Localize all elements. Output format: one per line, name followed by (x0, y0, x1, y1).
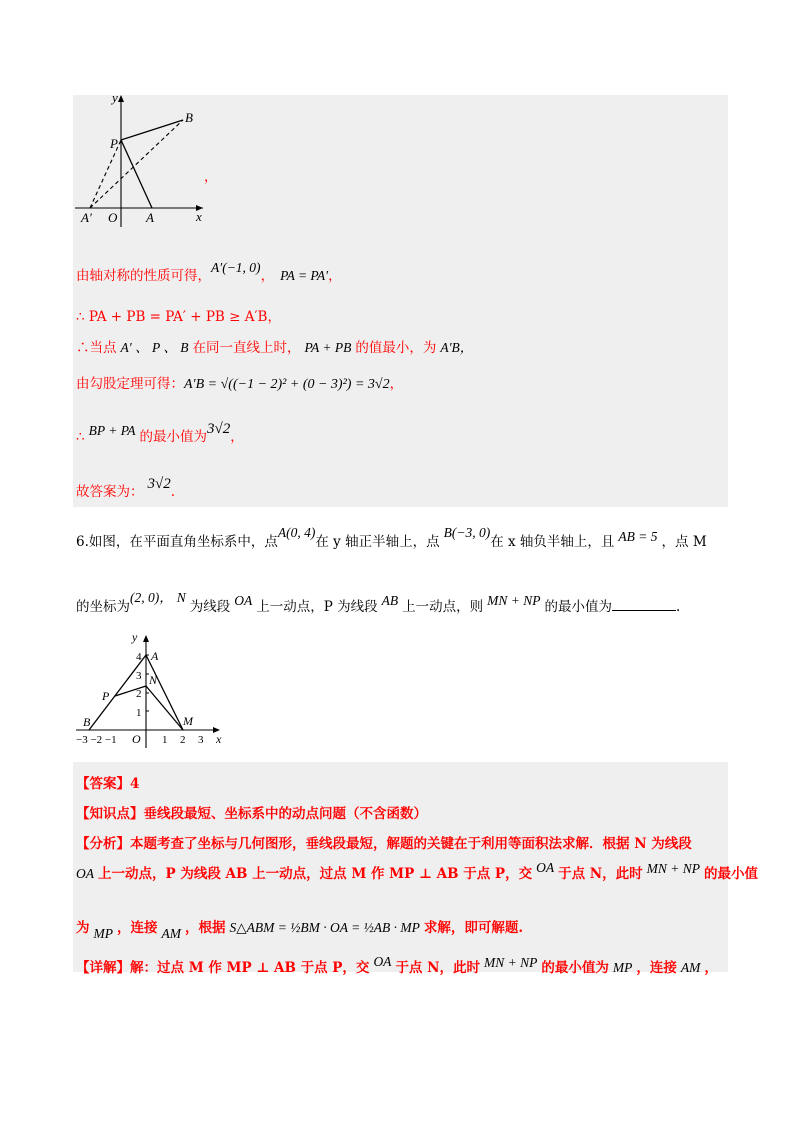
end: ， (389, 376, 404, 392)
analysis-line-2 (76, 862, 758, 882)
end: ， (230, 429, 244, 445)
text: 于点 N，此时 (558, 866, 643, 882)
math-OA: OA (536, 860, 555, 875)
text: 在 x 轴负半轴上，且 (490, 534, 615, 550)
solution-line-3 (76, 336, 473, 356)
math-OA: OA (373, 954, 392, 969)
fig2-y-tick-1: 1 (136, 707, 142, 719)
fig2-x-tick-2: 2 (180, 734, 186, 746)
fig1-point-Aprime: A′ (81, 210, 92, 225)
text: 的坐标为 (76, 599, 130, 615)
math-OA: OA (76, 866, 94, 881)
fig1-point-B: B (185, 110, 193, 125)
fig1-point-O: O (108, 210, 118, 225)
text: ，点 M (661, 534, 707, 550)
text: 上一动点，P 为线段 AB 上一动点，过点 M 作 MP ⊥ AB 于点 P，交 (98, 866, 533, 882)
text: 【详解】解：过点 M 作 MP ⊥ AB 于点 P，交 (76, 960, 370, 976)
fig1-point-A: A (146, 210, 154, 225)
text: 故答案为： (76, 484, 144, 500)
solution-line-5 (76, 421, 244, 446)
question-6-line-1 (76, 525, 707, 550)
fig1-trailing-comma: ， (204, 169, 218, 185)
end: . (676, 599, 681, 615)
text: ， (704, 960, 718, 976)
text: 的最小值 (704, 866, 758, 882)
sep: ， (260, 268, 275, 284)
text: 由勾股定理可得： (76, 376, 184, 392)
text: ，连接 (636, 960, 677, 976)
text: ∴ (76, 429, 85, 445)
solution-line-1 (76, 260, 342, 284)
text: 求解，即可解题. (423, 920, 524, 936)
math-sum: PA + PB (304, 340, 352, 355)
end: ， (328, 268, 342, 284)
math-MN-NP: MN + NP (483, 955, 538, 970)
answer-line: 【答案】4 (76, 776, 140, 792)
math-MN-NP: MN + NP (487, 593, 541, 608)
math-OA: OA (234, 593, 253, 608)
text: 在同一直线上时， (192, 340, 301, 356)
math-bp-pa: BP + PA (88, 423, 136, 438)
figure-reflection-diagram (75, 92, 225, 230)
text: 上一动点，则 (402, 599, 484, 615)
detail-line (76, 956, 718, 976)
knowledge-line: 【知识点】垂线段最短、坐标系中的动点问题（不含函数） (76, 806, 427, 822)
text: 为线段 (189, 599, 231, 615)
text: 为 (76, 920, 90, 936)
math-A-coord: A(0, 4) (277, 525, 316, 540)
text: 的值最小，为 (355, 340, 437, 356)
text: ，根据 (185, 920, 226, 936)
text: ∴当点 (76, 340, 117, 356)
math-AM: AM (680, 960, 701, 975)
text: 由轴对称的性质可得， (76, 268, 211, 284)
answer-blank (612, 598, 676, 611)
math-pa-eq: PA = PA′ (280, 268, 329, 283)
end: . (170, 484, 176, 500)
solution-line-4 (76, 372, 403, 393)
fig2-y-tick-4: 4 (136, 651, 142, 663)
fig1-x-label: x (196, 209, 202, 224)
text: 的最小值为 (541, 960, 609, 976)
fig2-x-tick-1: 1 (162, 734, 168, 746)
math-AB: AB (381, 593, 399, 608)
math-M-coord: (2, 0)， (130, 590, 173, 605)
fig2-point-M: M (183, 714, 193, 728)
text: 6.如图，在平面直角坐标系中，点 (76, 534, 278, 550)
math-N: N (176, 590, 186, 605)
fig2-point-B: B (83, 715, 91, 729)
fig2-x-ticks-negative: −3 −2 −1 (76, 734, 117, 746)
fig2-x-tick-3: 3 (198, 734, 204, 746)
solution-line-6 (76, 476, 176, 501)
text: 【分析】本题考查了坐标与几何图形，垂线段最短，解题的关键在于利用等面积法求解．根据 N 为线段 (76, 836, 692, 852)
fig2-origin: O (132, 732, 141, 746)
analysis-line-1 (76, 832, 692, 852)
math-points: A′ 、 P 、 B (120, 340, 189, 355)
math-area-formula: S△ABM = ½BM · OA = ½AB · MP (229, 920, 420, 935)
math-AM: AM (161, 926, 181, 941)
fig2-y-tick-3: 3 (136, 670, 142, 682)
fig1-y-label: y (112, 92, 118, 105)
text: 的最小值为 (139, 429, 207, 445)
fig2-x-label: x (216, 732, 222, 746)
text: 上一动点，P 为线段 (256, 599, 378, 615)
fig2-point-P: P (102, 689, 110, 703)
fig2-point-A: A (151, 649, 159, 663)
fig2-point-N: N (149, 673, 158, 687)
fig2-y-label: y (132, 630, 138, 644)
math-answer: 3√2 (147, 476, 171, 492)
question-6-line-2 (76, 590, 681, 615)
text: 于点 N，此时 (395, 960, 480, 976)
math-AB-eq: AB = 5 (618, 529, 658, 544)
math-MN-NP: MN + NP (646, 861, 700, 876)
math-B-coord: B(−3, 0) (443, 525, 491, 540)
text: 的最小值为 (544, 599, 613, 615)
math-pythagoras: A′B = √((−1 − 2)² + (0 − 3)²) = 3√2 (184, 377, 390, 392)
math-MP: MP (93, 926, 113, 941)
solution-line-2 (76, 305, 281, 325)
fig1-point-P: P (110, 136, 118, 151)
text: ∴ PA + PB = PA′ + PB ≥ A′B， (76, 309, 281, 325)
math-3root2: 3√2 (206, 421, 231, 437)
text: 在 y 轴正半轴上，点 (315, 534, 440, 550)
analysis-line-3 (76, 916, 524, 941)
math-aprime-b: A′B， (440, 340, 474, 355)
figure-coordinate-diagram (72, 630, 232, 750)
math-MP: MP (612, 960, 633, 975)
fig2-y-tick-2: 2 (136, 688, 142, 700)
text: ，连接 (117, 920, 158, 936)
math-aprime-coord: A′(−1, 0) (211, 260, 261, 275)
